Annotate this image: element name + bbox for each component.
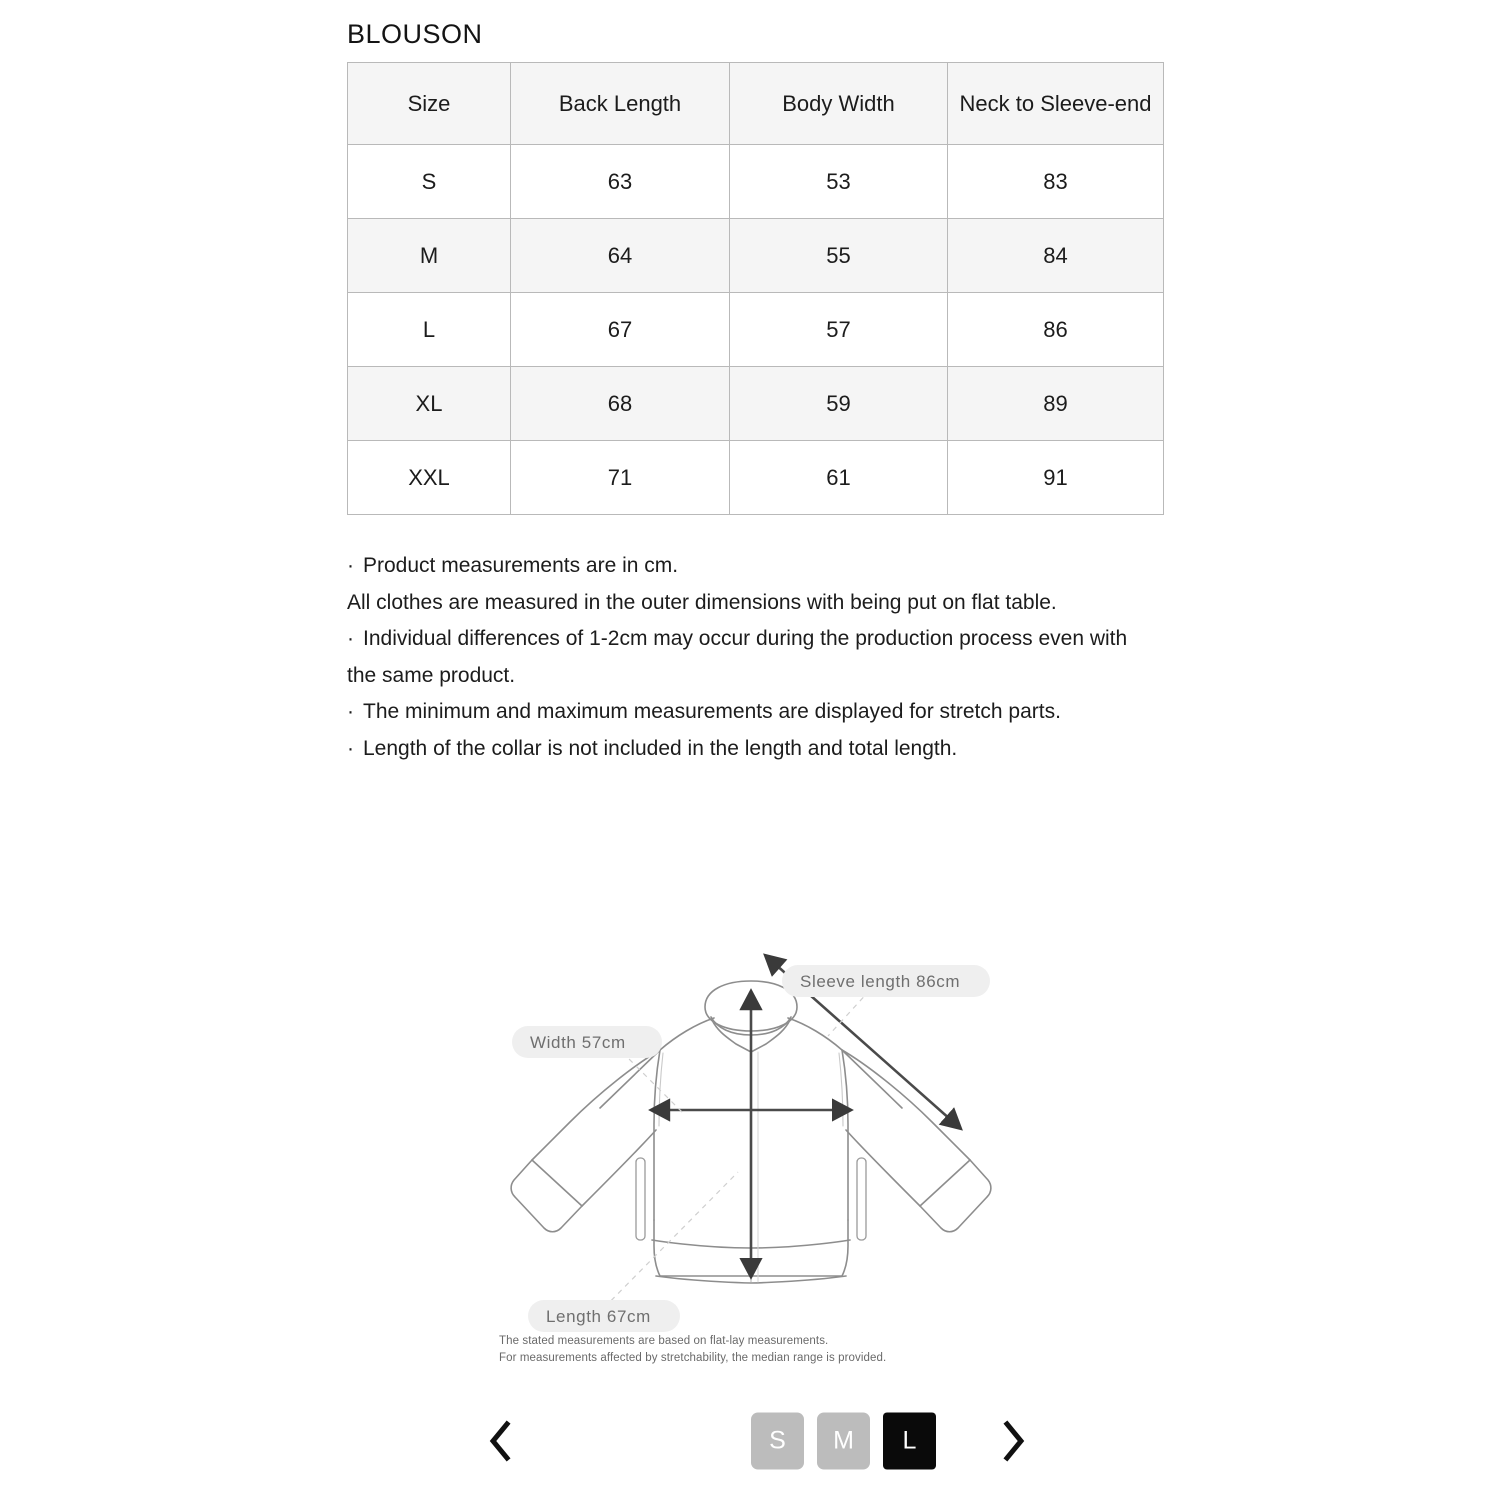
table-header-row <box>348 63 1164 145</box>
page-title: BLOUSON <box>347 19 483 49</box>
note-text: Length of the collar is not included in the length and total length. <box>363 736 958 760</box>
cell-size: L <box>348 293 511 367</box>
chevron-right-icon <box>1001 1420 1027 1462</box>
size-option-m[interactable] <box>817 1413 870 1470</box>
column-header-neck-to-sleeve-end: Neck to Sleeve-end <box>948 63 1164 145</box>
size-option-label: S <box>769 1426 786 1455</box>
width-leader <box>622 1052 684 1114</box>
table-row <box>348 145 1164 219</box>
garment-diagram <box>470 940 1030 1390</box>
size-selector <box>751 1413 936 1470</box>
cell-neck-to-sleeve-end: 91 <box>948 441 1164 515</box>
cell-size: XXL <box>348 441 511 515</box>
measurement-arrows <box>652 956 960 1276</box>
bullet-icon: · <box>347 700 354 723</box>
column-header-size: Size <box>348 63 511 145</box>
cell-body-width: 61 <box>730 441 948 515</box>
sleeve-length-label: Sleeve length 86cm <box>800 972 961 991</box>
width-label: Width 57cm <box>530 1033 626 1052</box>
cell-body-width: 53 <box>730 145 948 219</box>
bullet-icon: · <box>347 736 354 760</box>
length-label: Length 67cm <box>546 1307 651 1326</box>
table-row <box>348 293 1164 367</box>
measurement-notes <box>347 548 1147 767</box>
cell-back-length: 64 <box>511 219 730 293</box>
next-size-button[interactable] <box>994 1417 1034 1465</box>
cell-neck-to-sleeve-end: 89 <box>948 367 1164 441</box>
size-option-s[interactable] <box>751 1413 804 1470</box>
cell-body-width: 55 <box>730 219 948 293</box>
size-table <box>347 62 1164 515</box>
cell-neck-to-sleeve-end: 84 <box>948 219 1164 293</box>
table-row <box>348 441 1164 515</box>
cell-neck-to-sleeve-end: 83 <box>948 145 1164 219</box>
table-row <box>348 367 1164 441</box>
cell-back-length: 67 <box>511 293 730 367</box>
note-text: All clothes are measured in the outer dimensions with being put on flat table. <box>347 590 1057 614</box>
size-option-label: L <box>902 1426 917 1455</box>
column-header-body-width: Body Width <box>730 63 948 145</box>
note-line-4 <box>347 694 1147 731</box>
note-line-2 <box>347 585 1147 622</box>
cell-back-length: 63 <box>511 145 730 219</box>
fineprint-line-2: For measurements affected by stretchability, the median range is provided. <box>499 1352 887 1364</box>
note-text: Product measurements are in cm. <box>363 554 679 577</box>
fineprint-line-1: The stated measurements are based on flat-lay measurements. <box>499 1335 829 1347</box>
size-option-l[interactable] <box>883 1413 936 1470</box>
prev-size-button[interactable] <box>480 1417 520 1465</box>
cell-back-length: 71 <box>511 441 730 515</box>
chevron-left-icon <box>487 1420 513 1462</box>
column-header-back-length: Back Length <box>511 63 730 145</box>
cell-neck-to-sleeve-end: 86 <box>948 293 1164 367</box>
note-line-3 <box>347 621 1147 694</box>
cell-size: XL <box>348 367 511 441</box>
cell-back-length: 68 <box>511 367 730 441</box>
note-line-5 <box>347 731 1147 768</box>
size-option-label: M <box>833 1426 854 1455</box>
note-text: The minimum and maximum measurements are displayed for stretch parts. <box>363 700 1061 723</box>
cell-body-width: 57 <box>730 293 948 367</box>
table-row <box>348 219 1164 293</box>
illustration-fineprint <box>499 1333 886 1367</box>
note-text: Individual differences of 1-2cm may occur during the production process even with the same product. <box>347 627 1128 687</box>
cell-size: S <box>348 145 511 219</box>
note-line-1 <box>347 548 1147 585</box>
bullet-icon: · <box>347 554 354 577</box>
size-pager <box>470 1403 1040 1479</box>
bullet-icon: · <box>347 627 354 650</box>
cell-size: M <box>348 219 511 293</box>
cell-body-width: 59 <box>730 367 948 441</box>
